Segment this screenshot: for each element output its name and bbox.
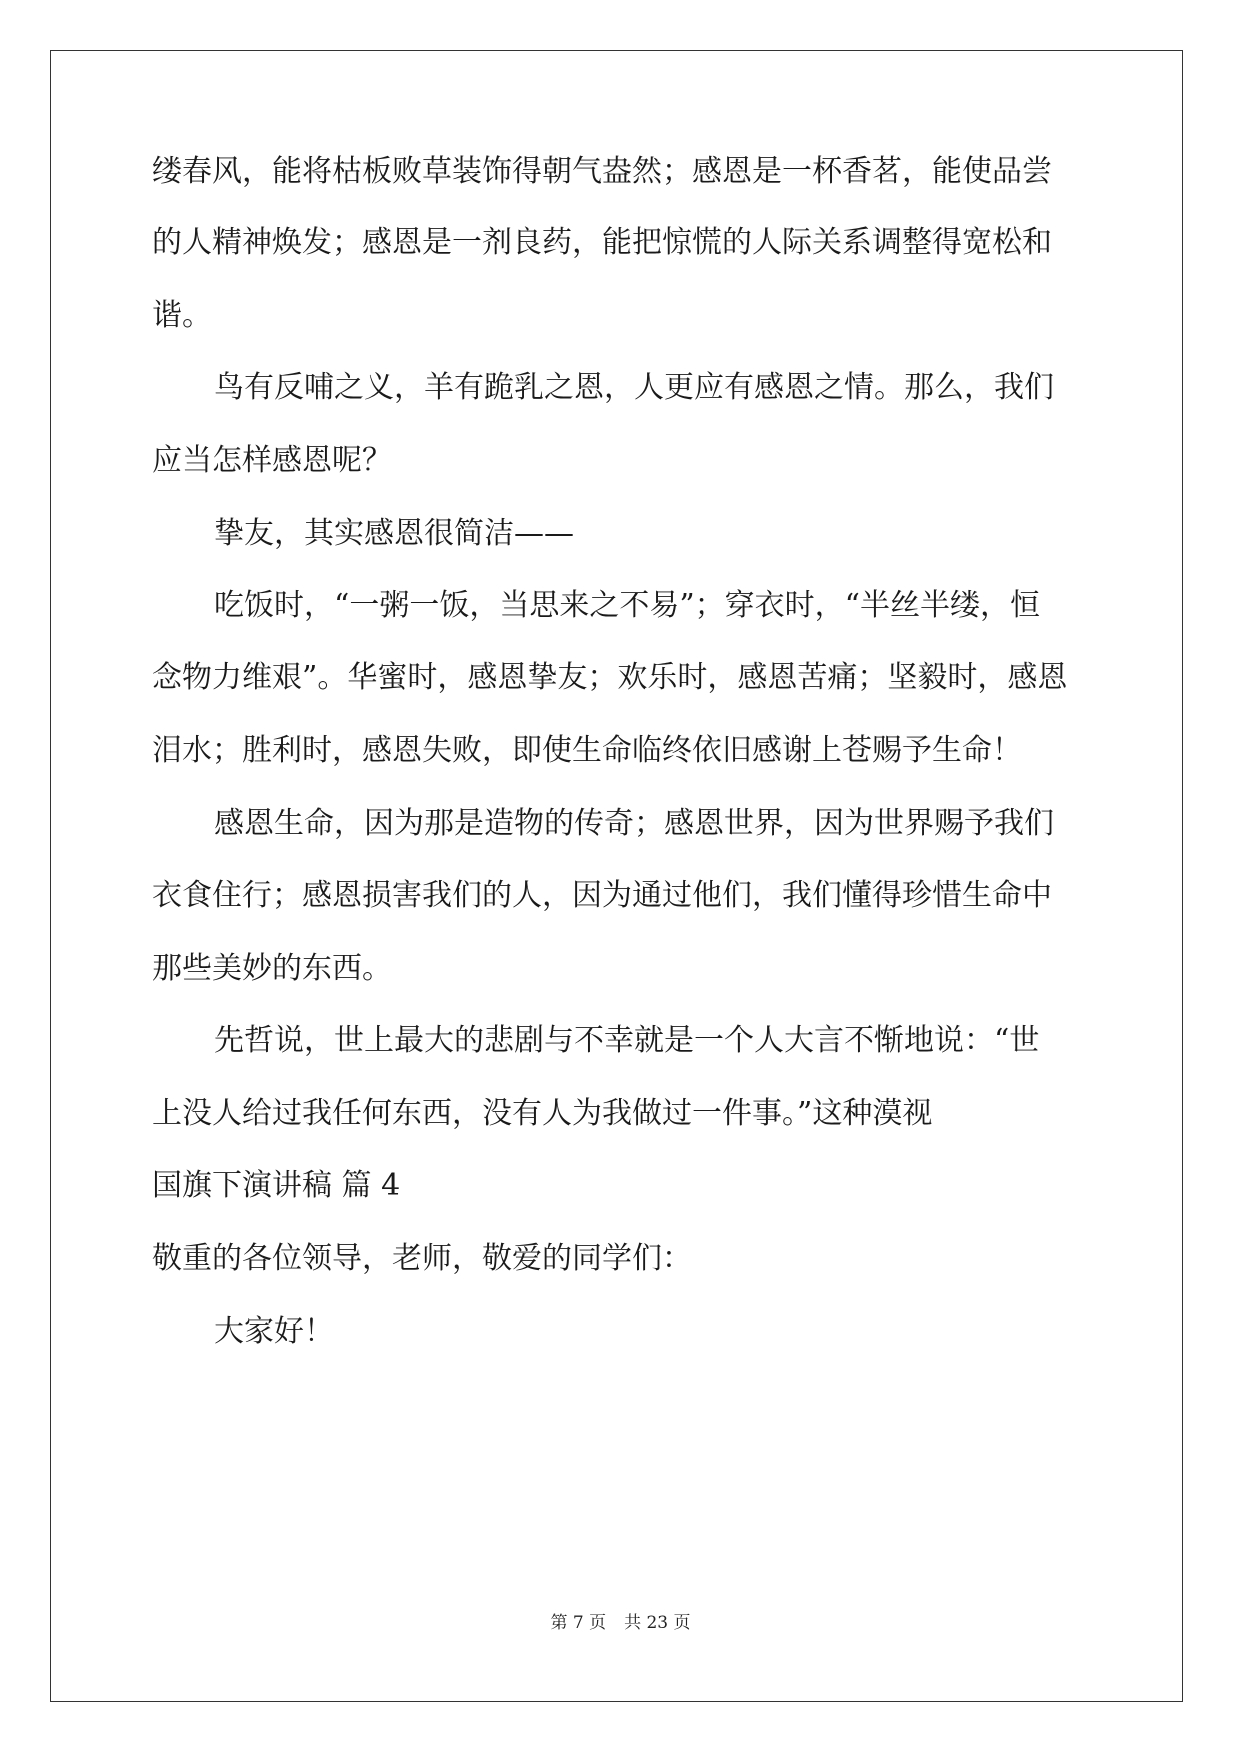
paragraph-line: 上没人给过我任何东西，没有人为我做过一件事。”这种漠视 [152, 1096, 933, 1131]
page-number: 第 7 页 [550, 1613, 607, 1633]
paragraph-line: 那些美妙的东西。 [152, 951, 392, 986]
paragraph-line: 感恩生命，因为那是造物的传奇；感恩世界，因为世界赐予我们 [214, 806, 1054, 841]
total-pages: 共 23 页 [624, 1613, 691, 1633]
paragraph-line: 的人精神焕发；感恩是一剂良药，能把惊慌的人际关系调整得宽松和 [152, 225, 1052, 260]
paragraph-line: 挚友，其实感恩很简洁—— [214, 516, 574, 551]
paragraph-line: 衣食住行；感恩损害我们的人，因为通过他们，我们懂得珍惜生命中 [152, 878, 1052, 913]
paragraph-line: 先哲说，世上最大的悲剧与不幸就是一个人大言不惭地说：“世 [214, 1023, 1040, 1058]
paragraph-line: 谐。 [152, 298, 212, 333]
paragraph-line: 吃饭时，“一粥一饭，当思来之不易”；穿衣时，“半丝半缕，恒 [214, 588, 1041, 623]
paragraph-line: 缕春风，能将枯板败草装饰得朝气盎然；感恩是一杯香茗，能使品尝 [152, 154, 1052, 189]
paragraph-line: 念物力维艰”。华蜜时，感恩挚友；欢乐时，感恩苦痛；坚毅时，感恩 [152, 660, 1068, 695]
paragraph-line: 应当怎样感恩呢？ [152, 443, 392, 478]
salutation-line: 敬重的各位领导，老师，敬爱的同学们： [152, 1241, 692, 1276]
greeting-line: 大家好！ [214, 1314, 334, 1349]
page-footer [0, 1612, 1241, 1634]
paragraph-line: 泪水；胜利时，感恩失败，即使生命临终依旧感谢上苍赐予生命！ [152, 733, 1022, 768]
paragraph-line: 鸟有反哺之义，羊有跪乳之恩，人更应有感恩之情。那么，我们 [214, 370, 1054, 405]
section-heading: 国旗下演讲稿 篇 4 [152, 1168, 401, 1203]
